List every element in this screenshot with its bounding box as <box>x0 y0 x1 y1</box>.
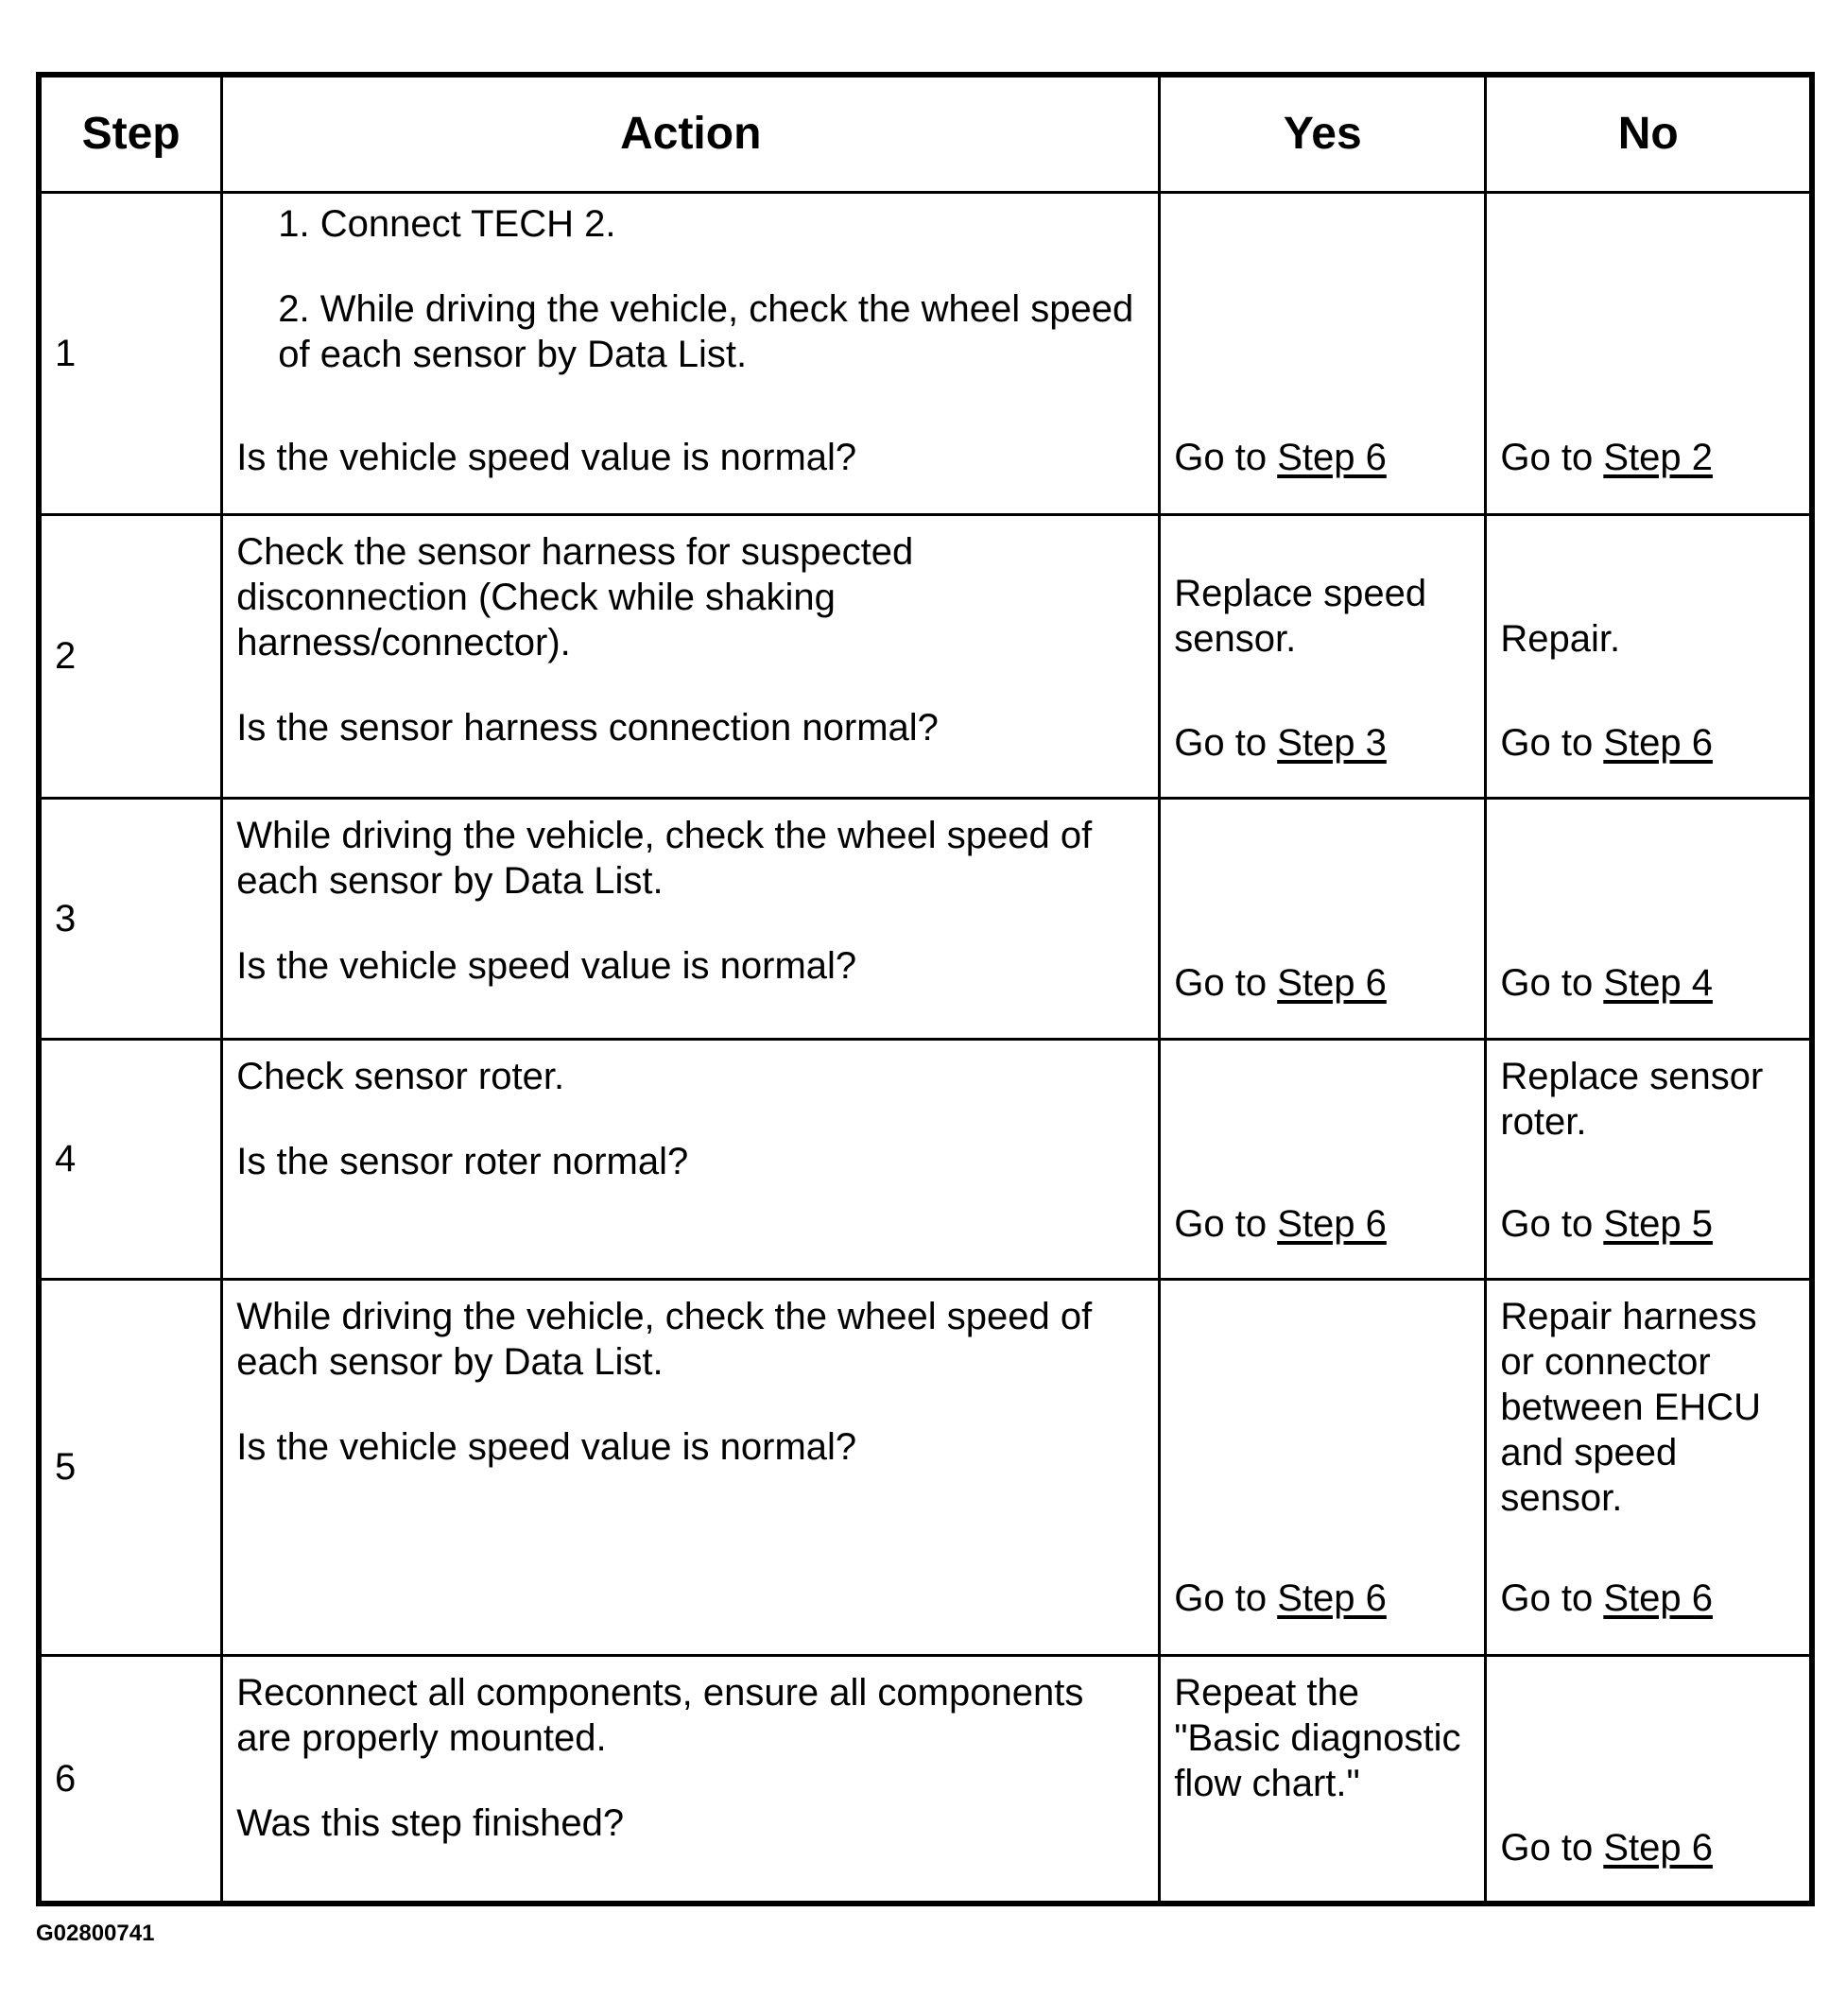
header-yes: Yes <box>1160 75 1486 193</box>
step-number: 2 <box>39 514 222 799</box>
table-row <box>39 193 1812 515</box>
step-number: 5 <box>39 1279 222 1655</box>
no-prefix: Go to <box>1500 962 1604 1005</box>
no-cell <box>1486 799 1812 1039</box>
figure-id-label: G02800741 <box>36 1921 155 1946</box>
header-step: Step <box>39 75 222 193</box>
no-cell <box>1486 1279 1812 1655</box>
no-prefix: Go to <box>1500 437 1604 478</box>
action-question: Is the vehicle speed value is normal? <box>236 945 857 988</box>
yes-cell <box>1160 1656 1486 1904</box>
action-cell <box>222 514 1160 799</box>
no-note: Repair harness or connector between EHCU and speed sensor. <box>1500 1295 1762 1519</box>
action-text: Check sensor roter. <box>236 1055 565 1097</box>
step-number: 1 <box>39 193 222 515</box>
action-cell <box>222 799 1160 1039</box>
no-prefix: Go to <box>1500 1827 1604 1870</box>
step-link[interactable]: Step 6 <box>1277 1577 1387 1619</box>
yes-prefix: Go to <box>1174 721 1278 764</box>
no-cell <box>1486 514 1812 799</box>
yes-prefix: Go to <box>1174 1577 1278 1619</box>
yes-cell <box>1160 1039 1486 1279</box>
action-item: 1. Connect TECH 2. <box>278 203 616 245</box>
step-link[interactable]: Step 3 <box>1277 721 1387 764</box>
step-link[interactable]: Step 2 <box>1603 437 1713 478</box>
action-text: While driving the vehicle, check the wheel speed of each sensor by Data List. <box>236 815 1093 903</box>
action-question: Is the sensor harness connection normal? <box>236 706 939 749</box>
table-row <box>39 514 1812 799</box>
step-number: 6 <box>39 1656 222 1904</box>
no-cell <box>1486 1656 1812 1904</box>
action-text: While driving the vehicle, check the wheel speed of each sensor by Data List. <box>236 1295 1093 1383</box>
step-link[interactable]: Step 6 <box>1603 1827 1713 1870</box>
no-prefix: Go to <box>1500 721 1604 764</box>
yes-cell <box>1160 514 1486 799</box>
no-cell <box>1486 193 1812 515</box>
table-row <box>39 1656 1812 1904</box>
step-number: 4 <box>39 1039 222 1279</box>
action-cell <box>222 193 1160 515</box>
yes-cell <box>1160 1279 1486 1655</box>
action-cell <box>222 1039 1160 1279</box>
action-question: Is the vehicle speed value is normal? <box>236 437 857 478</box>
no-cell <box>1486 1039 1812 1279</box>
yes-prefix: Go to <box>1174 962 1278 1005</box>
yes-note: Replace speed sensor. <box>1174 572 1427 660</box>
step-link[interactable]: Step 5 <box>1603 1202 1713 1245</box>
action-cell <box>222 1656 1160 1904</box>
step-link[interactable]: Step 6 <box>1277 962 1387 1005</box>
step-link[interactable]: Step 4 <box>1603 962 1713 1005</box>
table-row <box>39 799 1812 1039</box>
action-text: Reconnect all components, ensure all components are properly mounted. <box>236 1672 1084 1760</box>
step-link[interactable]: Step 6 <box>1603 721 1713 764</box>
table-row <box>39 1279 1812 1655</box>
step-link[interactable]: Step 6 <box>1277 437 1387 478</box>
action-cell <box>222 1279 1160 1655</box>
table-header-row <box>39 75 1812 193</box>
action-question: Was this step finished? <box>236 1802 625 1845</box>
yes-cell <box>1160 799 1486 1039</box>
step-link[interactable]: Step 6 <box>1603 1577 1713 1619</box>
no-prefix: Go to <box>1500 1577 1604 1619</box>
yes-prefix: Go to <box>1174 1202 1278 1245</box>
table-row <box>39 1039 1812 1279</box>
header-no: No <box>1486 75 1812 193</box>
yes-cell <box>1160 193 1486 515</box>
action-question: Is the vehicle speed value is normal? <box>236 1425 857 1468</box>
yes-prefix: Go to <box>1174 437 1278 478</box>
step-number: 3 <box>39 799 222 1039</box>
no-note: Repair. <box>1500 617 1621 660</box>
no-prefix: Go to <box>1500 1202 1604 1245</box>
header-action: Action <box>222 75 1160 193</box>
yes-note: Repeat the "Basic diagnostic flow chart." <box>1174 1672 1461 1805</box>
action-question: Is the sensor roter normal? <box>236 1140 689 1182</box>
diagnostic-table <box>36 72 1815 1906</box>
action-text: Check the sensor harness for suspected disconnection (Check while shaking harness/connector). <box>236 530 914 663</box>
no-note: Replace sensor roter. <box>1500 1055 1764 1143</box>
action-item: 2. While driving the vehicle, check the wheel speed of each sensor by Data List. <box>278 288 1134 375</box>
step-link[interactable]: Step 6 <box>1277 1202 1387 1245</box>
